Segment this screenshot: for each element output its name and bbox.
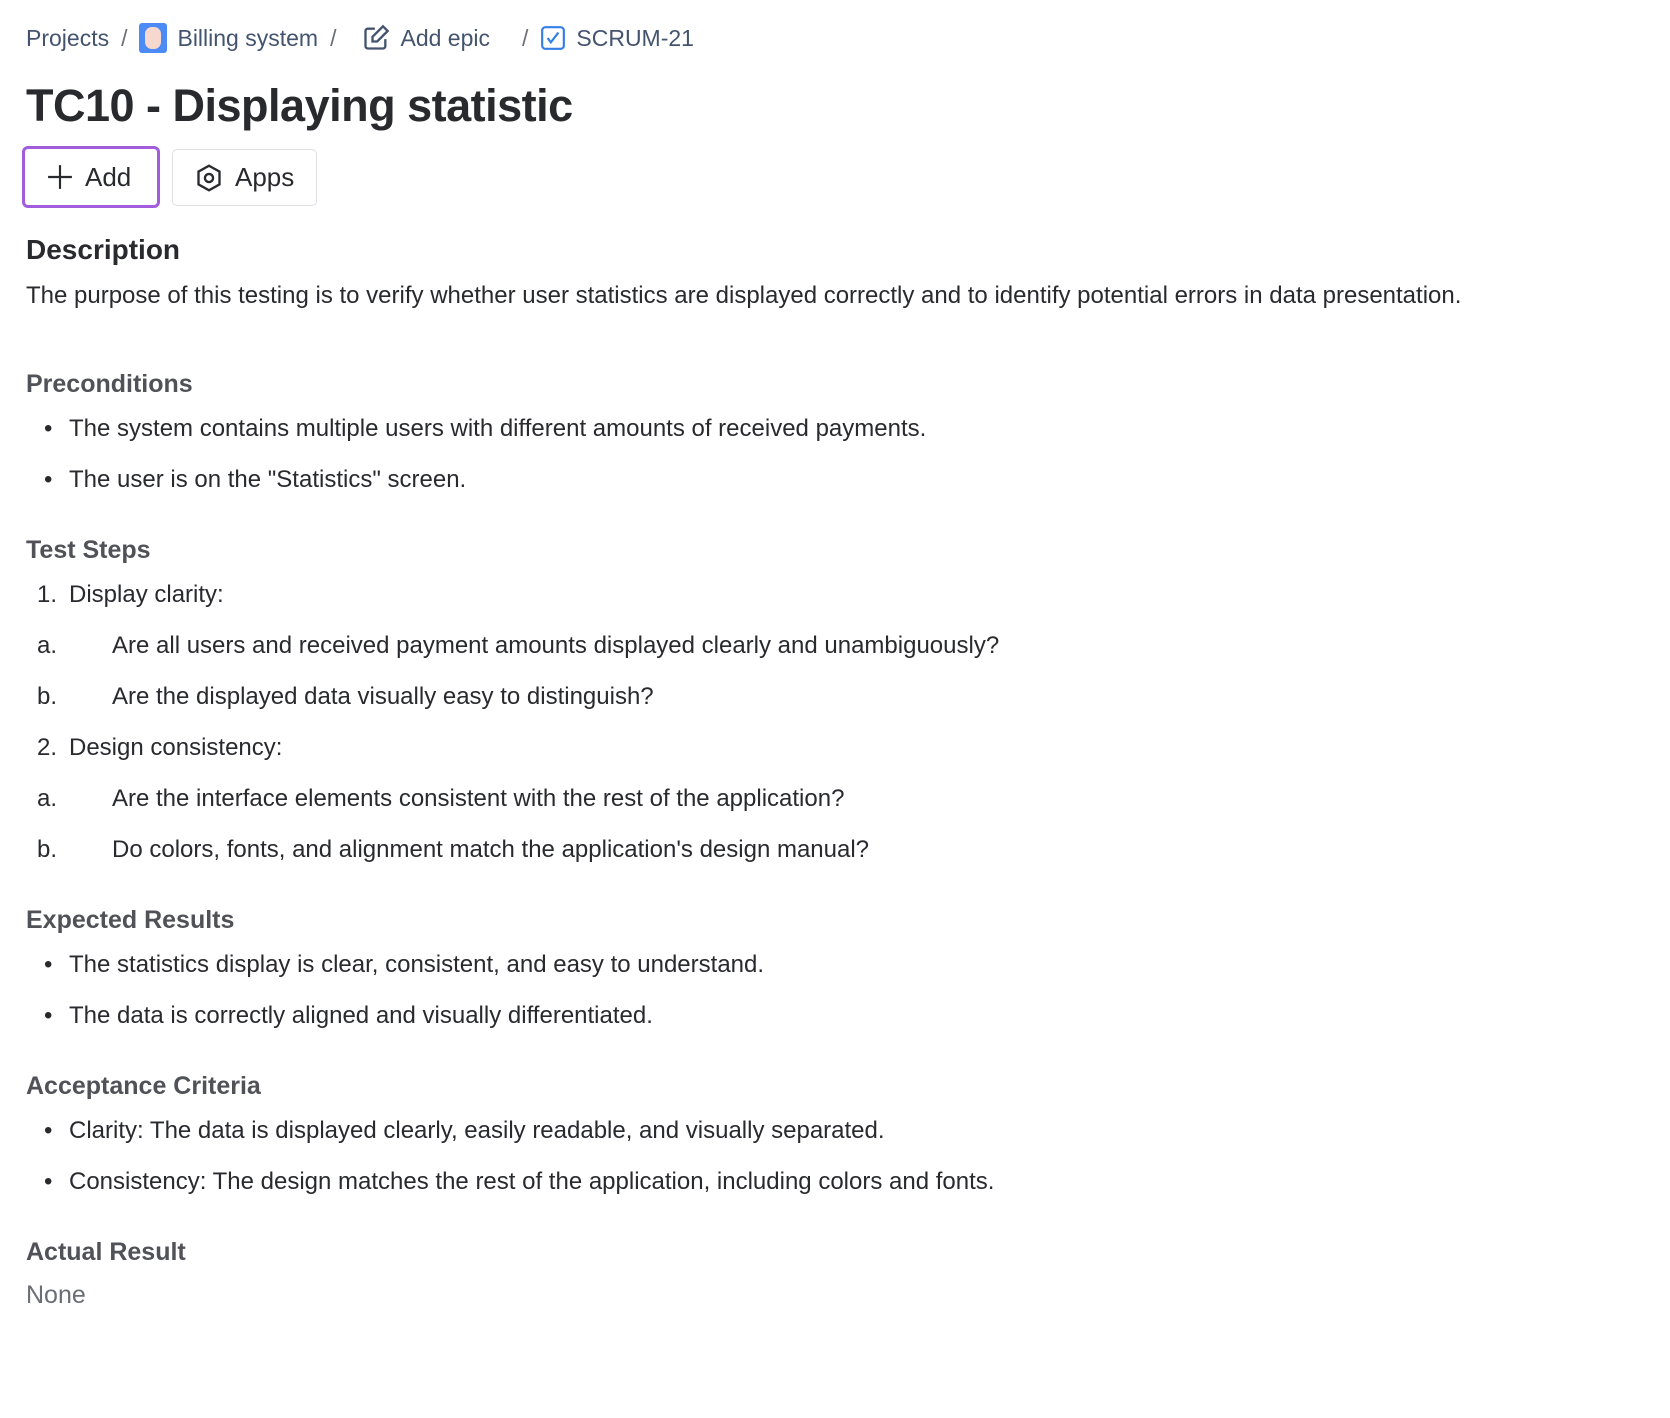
list-item: • Consistency: The design matches the rest of the application, including colors and fonts. (44, 1168, 995, 1195)
checkbox-task-icon (540, 25, 566, 51)
project-avatar-icon (139, 23, 167, 53)
breadcrumb (26, 22, 694, 54)
actual-result-value: None (26, 1281, 86, 1309)
list-item: • Clarity: The data is displayed clearly, easily readable, and visually separated. (44, 1117, 885, 1144)
breadcrumb-project-label: Billing system (177, 24, 319, 51)
expected-results-list (26, 949, 1656, 1032)
list-item: 1. Display clarity: (37, 581, 224, 608)
apps-button[interactable] (172, 149, 317, 206)
actual-result-heading: Actual Result (26, 1238, 186, 1266)
list-item: • The system contains multiple users with different amounts of received payments. (44, 415, 927, 442)
list-item: • The user is on the "Statistics" screen. (44, 466, 467, 493)
list-item: • The statistics display is clear, consistent, and easy to understand. (44, 951, 765, 978)
description-section (26, 234, 1656, 1310)
edit-icon (362, 24, 390, 52)
apps-button-label: Apps (235, 162, 295, 192)
breadcrumb-projects-label: Projects (26, 24, 110, 51)
breadcrumb-issue[interactable] (540, 25, 694, 52)
list-item: b. Are the displayed data visually easy to distinguish? (37, 683, 654, 710)
breadcrumb-issue-label: SCRUM-21 (576, 24, 694, 51)
acceptance-criteria-heading: Acceptance Criteria (26, 1072, 261, 1100)
list-item: a. Are all users and received payment amounts displayed clearly and unambiguously? (37, 632, 1000, 659)
acceptance-criteria-list (26, 1115, 1656, 1198)
preconditions-list (26, 413, 1656, 496)
list-item: 2. Design consistency: (37, 734, 283, 761)
plus-icon (47, 164, 73, 190)
add-button[interactable] (22, 146, 160, 208)
breadcrumb-add-epic-label: Add epic (400, 24, 490, 51)
breadcrumb-separator: / (522, 24, 529, 51)
list-item: b. Do colors, fonts, and alignment match the application's design manual? (37, 836, 870, 863)
expected-results-heading: Expected Results (26, 906, 235, 934)
description-heading: Description (26, 234, 181, 265)
breadcrumb-add-epic[interactable] (362, 24, 490, 52)
test-steps-heading: Test Steps (26, 536, 151, 564)
toolbar (22, 146, 317, 208)
description-text: The purpose of this testing is to verify whether user statistics are displayed correctly and to identify potential errors in data presentation. (26, 282, 1462, 309)
preconditions-heading: Preconditions (26, 370, 193, 398)
list-item: a. Are the interface elements consistent with the rest of the application? (37, 785, 845, 812)
breadcrumb-separator: / (121, 24, 128, 51)
breadcrumb-project[interactable] (139, 23, 318, 53)
list-item: • The data is correctly aligned and visually differentiated. (44, 1002, 653, 1029)
breadcrumb-projects[interactable] (26, 25, 109, 52)
test-steps-list (26, 579, 1656, 866)
breadcrumb-separator: / (330, 24, 337, 51)
add-button-label: Add (85, 161, 132, 192)
apps-hexagon-icon (195, 164, 223, 192)
page-title: TC10 - Displaying statistic (26, 80, 573, 131)
